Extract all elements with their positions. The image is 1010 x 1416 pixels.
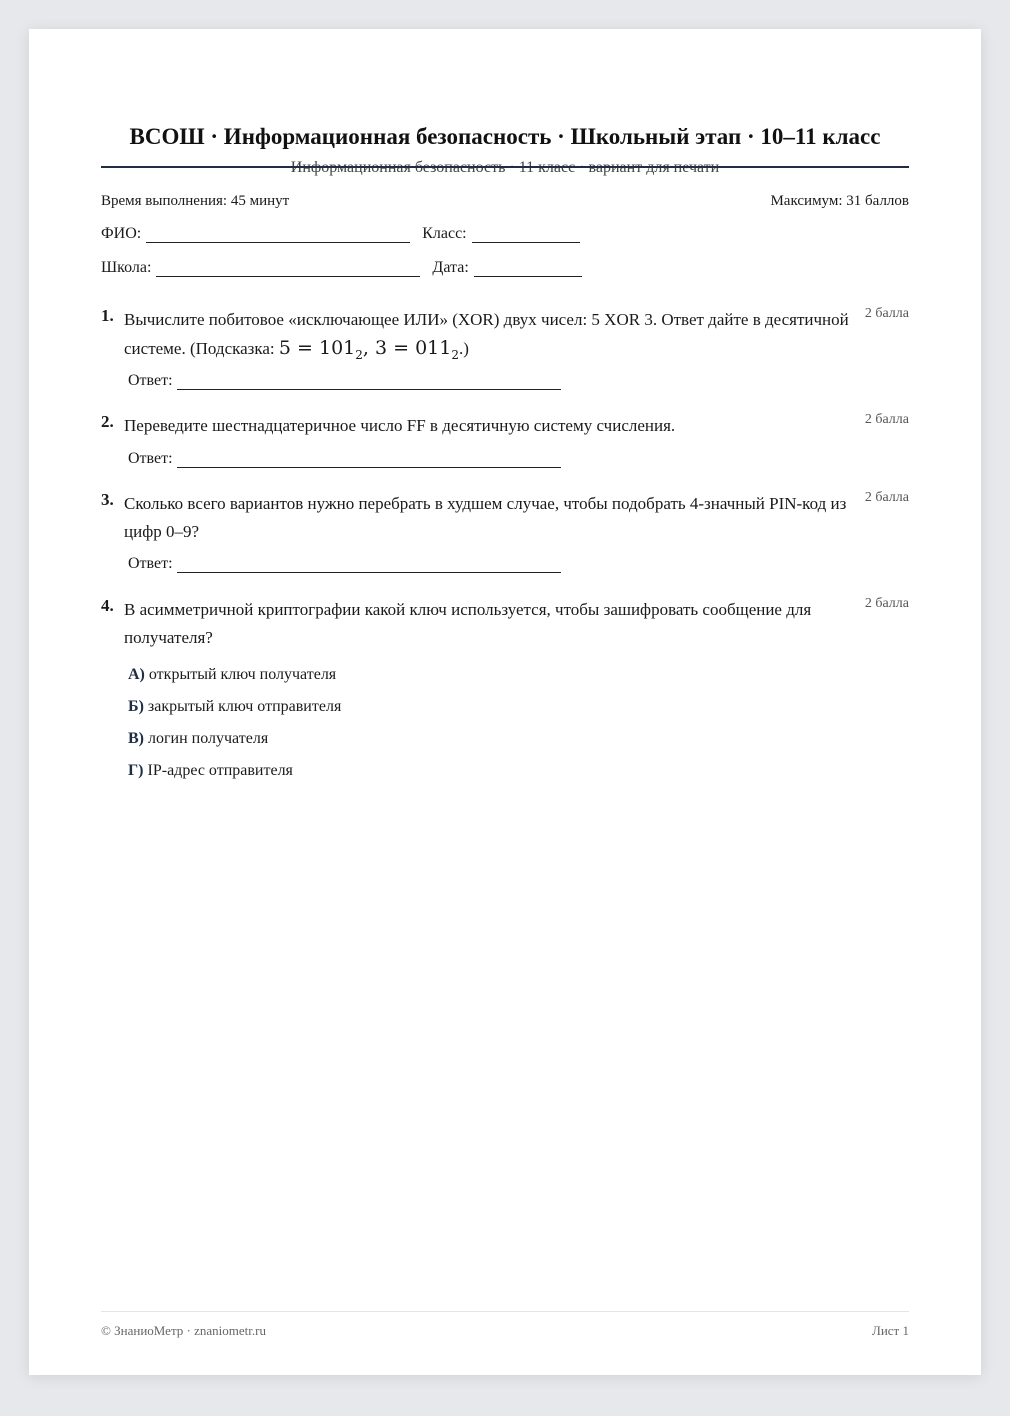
question-text: Вычислите побитовое «исключающее ИЛИ» (XOR) двух чисел: 5 XOR 3. Ответ дайте в десятичной системе. (Подсказка: $5 = 101_2$, $3 = 011_2$.) xyxy=(124,310,849,362)
class-label: Класс: xyxy=(422,225,467,242)
max-score: Максимум: 31 баллов xyxy=(770,193,909,209)
date-label: Дата: xyxy=(432,259,469,276)
fio-class-row xyxy=(101,225,580,243)
fio-label: ФИО: xyxy=(101,225,142,242)
answer-label: Ответ: xyxy=(128,450,173,467)
question-points: 2 балла xyxy=(864,596,909,611)
option-text: IP-адрес отправителя xyxy=(147,762,293,779)
answer-row xyxy=(128,372,561,390)
question-points: 2 балла xyxy=(864,306,909,321)
header-divider xyxy=(101,166,909,168)
question-points: 2 балла xyxy=(864,412,909,427)
date-field[interactable] xyxy=(474,262,582,277)
answer-field[interactable] xyxy=(177,375,561,390)
question-number: 1. xyxy=(101,306,114,325)
math-hint: $5 = 101_2$, $3 = 011_2$ xyxy=(278,337,459,362)
question-number: 3. xyxy=(101,490,114,509)
option-text: открытый ключ получателя xyxy=(148,666,337,683)
footer-page-number: Лист 1 xyxy=(872,1323,909,1338)
school-date-row xyxy=(101,259,582,277)
question-text: Сколько всего вариантов нужно перебрать в худшем случае, чтобы подобрать 4-значный PIN-код из цифр 0–9? xyxy=(124,494,847,541)
question-text: Переведите шестнадцатеричное число FF в десятичную систему счисления. xyxy=(124,416,676,435)
school-label: Школа: xyxy=(101,259,152,276)
footer-copyright: © ЗнаниоМетр · znaniometr.ru xyxy=(101,1323,266,1338)
option-c[interactable] xyxy=(128,730,268,748)
page-title: ВСОШ · Информационная безопасность · Школьный этап · 10–11 класс xyxy=(129,124,881,149)
fio-field[interactable] xyxy=(146,228,410,243)
answer-field[interactable] xyxy=(177,558,561,573)
option-text: закрытый ключ отправителя xyxy=(147,698,342,715)
footer-divider xyxy=(101,1311,909,1312)
class-field[interactable] xyxy=(472,228,580,243)
option-text: логин получателя xyxy=(148,730,269,747)
answer-field[interactable] xyxy=(177,453,561,468)
time-limit: Время выполнения: 45 минут xyxy=(101,193,290,209)
question-number: 2. xyxy=(101,412,114,431)
question-points: 2 балла xyxy=(864,490,909,505)
question-text: В асимметричной криптографии какой ключ используется, чтобы зашифровать сообщение для получателя? xyxy=(124,600,812,647)
option-letter: Б) xyxy=(128,698,144,715)
option-a[interactable] xyxy=(128,666,336,684)
option-letter: А) xyxy=(128,666,145,683)
page-subtitle xyxy=(29,159,981,177)
question-number: 4. xyxy=(101,596,114,615)
school-field[interactable] xyxy=(156,262,420,277)
answer-row xyxy=(128,555,561,573)
option-b[interactable] xyxy=(128,698,341,716)
answer-label: Ответ: xyxy=(128,555,173,572)
option-letter: Г) xyxy=(128,762,144,779)
answer-label: Ответ: xyxy=(128,372,173,389)
answer-row xyxy=(128,450,561,468)
option-letter: В) xyxy=(128,730,144,747)
option-d[interactable] xyxy=(128,762,293,780)
exam-sheet xyxy=(29,29,981,1375)
